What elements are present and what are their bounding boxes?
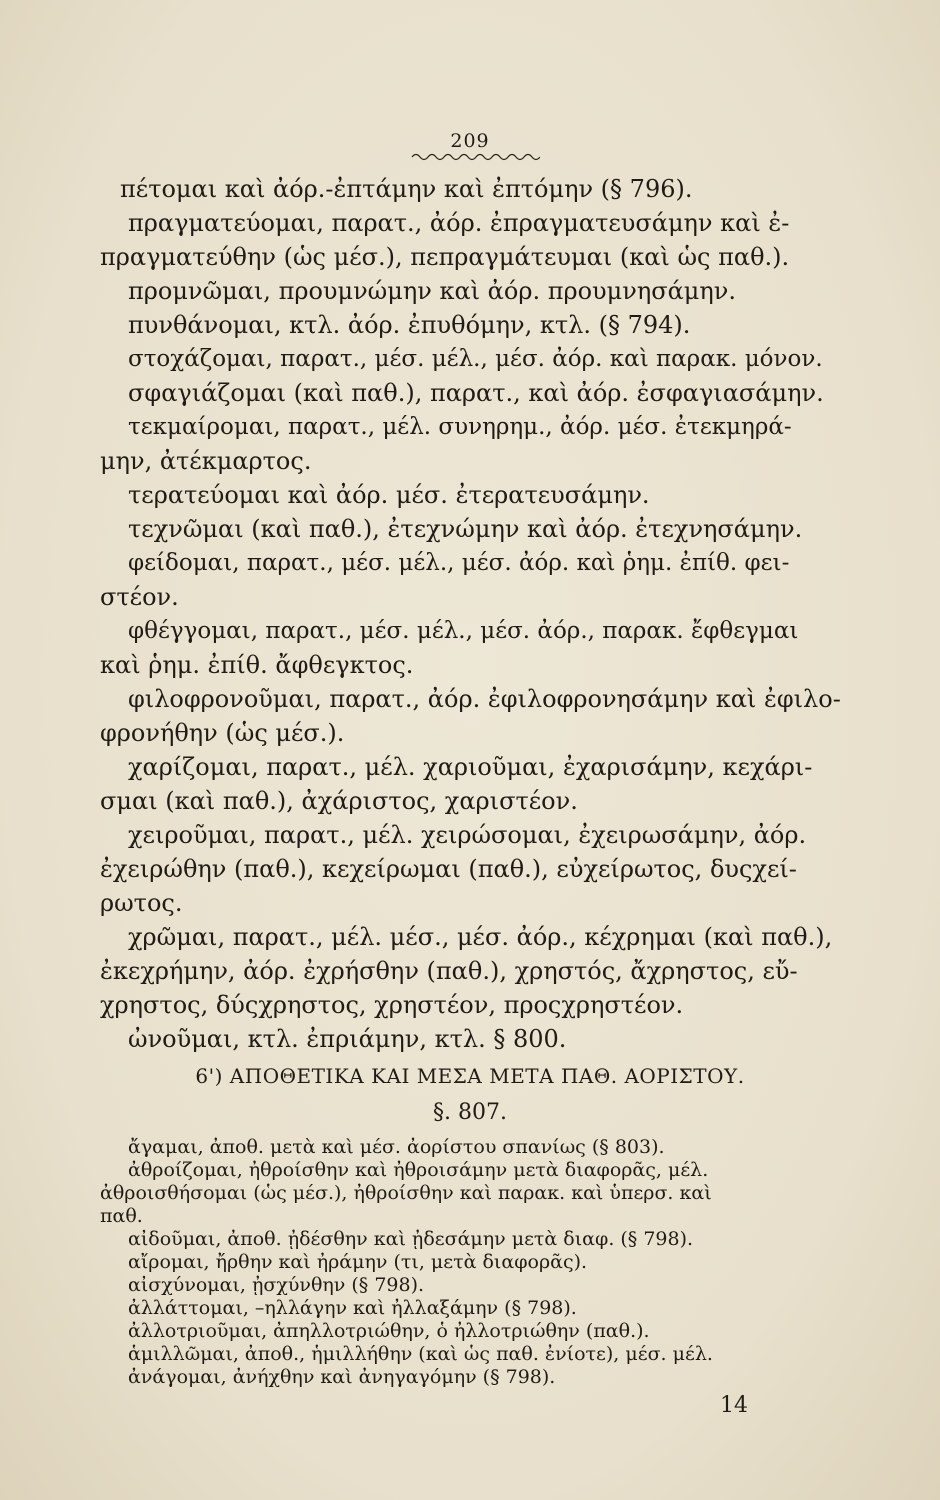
text-line: ἀλλάττομαι, –ηλλάγην καὶ ἠλλαξάμην (§ 798). bbox=[128, 1297, 577, 1319]
page-number: 209 bbox=[450, 130, 490, 152]
text-line: φρονήθην (ὡς μέσ.). bbox=[100, 719, 345, 747]
text-line: φθέγγομαι, παρατ., μέσ. μέλ., μέσ. ἀόρ., παρακ. ἔφθεγμαι bbox=[128, 618, 799, 644]
text-line: παθ. bbox=[100, 1205, 143, 1227]
text-line: ἀθροισθήσομαι (ὡς μέσ.), ἠθροίσθην καὶ παρακ. καὶ ὑπερσ. καὶ bbox=[100, 1182, 712, 1204]
printer-signature: 14 bbox=[720, 1393, 748, 1418]
text-line: πέτομαι καὶ ἀόρ.-ἐπτάμην καὶ ἐπτόμην (§ 796). bbox=[120, 175, 693, 203]
text-line: ἁμιλλῶμαι, ἀποθ., ἡμιλλήθην (καὶ ὡς παθ. ἐνίοτε), μέσ. μέλ. bbox=[128, 1343, 713, 1365]
text-line: καὶ ῥημ. ἐπίθ. ἄφθεγκτος. bbox=[100, 651, 414, 679]
text-line: ἀθροίζομαι, ἠθροίσθην καὶ ἠθροισάμην μετὰ διαφορᾶς, μέλ. bbox=[128, 1159, 709, 1181]
text-line: πραγματεύθην (ὡς μέσ.), πεπραγμάτευμαι (καὶ ὡς παθ.). bbox=[100, 243, 790, 271]
text-line: ὠνοῦμαι, κτλ. ἐπριάμην, κτλ. § 800. bbox=[128, 1025, 567, 1053]
text-line: προμνῶμαι, προυμνώμην καὶ ἀόρ. προυμνησάμην. bbox=[128, 277, 736, 305]
text-line: τερατεύομαι καὶ ἀόρ. μέσ. ἐτερατευσάμην. bbox=[128, 481, 650, 509]
text-line: αἰσχύνομαι, ᾐσχύνθην (§ 798). bbox=[128, 1274, 425, 1296]
ornament-rule bbox=[410, 150, 540, 164]
text-line: στοχάζομαι, παρατ., μέσ. μέλ., μέσ. ἀόρ. καὶ παρακ. μόνον. bbox=[128, 346, 823, 372]
text-line: σφαγιάζομαι (καὶ παθ.), παρατ., καὶ ἀόρ. ἐσφαγιασάμην. bbox=[128, 379, 824, 407]
text-line: χρῶμαι, παρατ., μέλ. μέσ., μέσ. ἀόρ., κέχρημαι (καὶ παθ.), bbox=[128, 923, 833, 951]
text-line: τεκμαίρομαι, παρατ., μέλ. συνηρημ., ἀόρ. μέσ. ἐτεκμηρά- bbox=[128, 414, 792, 440]
text-line: ρωτος. bbox=[100, 889, 183, 917]
text-line: ἀνάγομαι, ἀνήχθην καὶ ἀνηγαγόμην (§ 798). bbox=[128, 1366, 556, 1388]
text-line: σμαι (καὶ παθ.), ἀχάριστος, χαριστέον. bbox=[100, 787, 578, 815]
text-line: ἀλλοτριοῦμαι, ἀπηλλοτριώθην, ὁ ἠλλοτριώθην (παθ.). bbox=[128, 1320, 650, 1342]
text-line: τεχνῶμαι (καὶ παθ.), ἐτεχνώμην καὶ ἀόρ. ἐτεχνησάμην. bbox=[128, 515, 803, 543]
text-line: ἐκεχρήμην, ἀόρ. ἐχρήσθην (παθ.), χρηστός, ἄχρηστος, εὔ- bbox=[100, 957, 798, 985]
text-line: ἄγαμαι, ἀποθ. μετὰ καὶ μέσ. ἀορίστου σπανίως (§ 803). bbox=[128, 1136, 665, 1158]
text-line: πυνθάνομαι, κτλ. ἀόρ. ἐπυθόμην, κτλ. (§ 794). bbox=[128, 311, 691, 339]
text-line: ἐχειρώθην (παθ.), κεχείρωμαι (παθ.), εὐχείρωτος, δυςχεί- bbox=[100, 855, 797, 883]
text-line: χειροῦμαι, παρατ., μέλ. χειρώσομαι, ἐχειρωσάμην, ἀόρ. bbox=[128, 821, 807, 849]
text-line: αἰδοῦμαι, ἀποθ. ᾐδέσθην καὶ ᾐδεσάμην μετὰ διαφ. (§ 798). bbox=[128, 1228, 694, 1250]
text-line: χαρίζομαι, παρατ., μέλ. χαριοῦμαι, ἐχαρισάμην, κεχάρι- bbox=[128, 753, 813, 781]
text-line: χρηστος, δύςχρηστος, χρηστέον, προςχρηστέον. bbox=[100, 991, 684, 1019]
text-line: μην, ἀτέκμαρτος. bbox=[100, 447, 312, 475]
text-line: αἴρομαι, ἤρθην καὶ ἠράμην (τι, μετὰ διαφορᾶς). bbox=[128, 1251, 588, 1273]
text-line: φιλοφρονοῦμαι, παρατ., ἀόρ. ἐφιλοφρονησάμην καὶ ἐφιλο- bbox=[128, 685, 841, 713]
text-line: πραγματεύομαι, παρατ., ἀόρ. ἐπραγματευσάμην καὶ ἐ- bbox=[128, 209, 790, 237]
section-heading: 6') ΑΠΟΘΕΤΙΚΑ ΚΑΙ ΜΕΣΑ ΜΕΤΑ ΠΑΘ. ΑΟΡΙΣΤΟΥ. bbox=[195, 1064, 745, 1088]
text-line: φείδομαι, παρατ., μέσ. μέλ., μέσ. ἀόρ. καὶ ῥημ. ἐπίθ. φει- bbox=[128, 550, 790, 576]
text-line: στέον. bbox=[100, 583, 179, 611]
paragraph-number: §. 807. bbox=[433, 1100, 507, 1125]
